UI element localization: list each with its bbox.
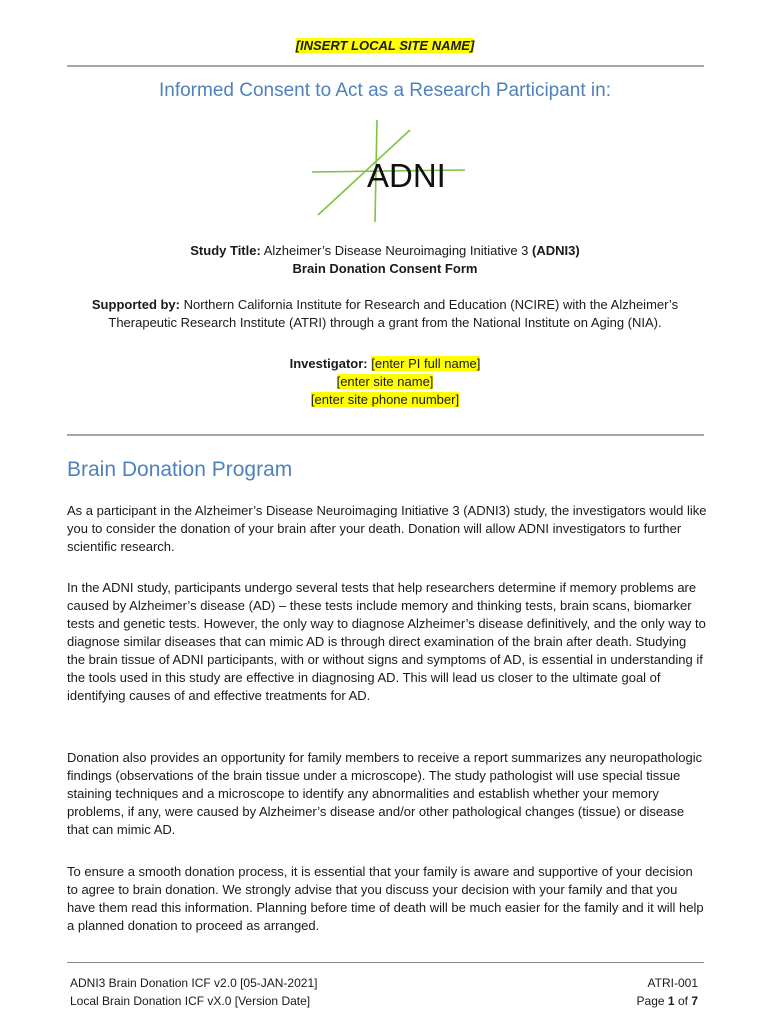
investigator-info <box>60 355 710 409</box>
body-paragraph: To ensure a smooth donation process, it is essential that your family is aware and supportive of your decision to agree to brain donation. We strongly advise that you discuss your decision with your family and that you have them read this information. Planning before time of death will be much easier for the family and it will help a planned donation to proceed as arranged. <box>67 864 704 933</box>
study-title-line <box>60 242 710 260</box>
footer-divider <box>67 962 704 963</box>
site-phone-placeholder: [enter site phone number] <box>310 392 460 407</box>
study-title-acronym: (ADNI3) <box>532 243 580 258</box>
body-paragraph: As a participant in the Alzheimer’s Disease Neuroimaging Initiative 3 (ADNI3) study, the investigators would like you to consider the donation of your brain after your death. Donation will allow ADNI investigators to further scientific research. <box>67 503 707 554</box>
consent-heading: Informed Consent to Act as a Research Participant in: <box>158 80 611 101</box>
support-label: Supported by: <box>91 297 180 312</box>
site-name-placeholder <box>0 38 770 53</box>
pi-name-placeholder: [enter PI full name] <box>371 356 481 371</box>
footer-local-version-line: Local Brain Donation ICF vX.0 [Version Date] <box>70 994 311 1008</box>
form-name: Brain Donation Consent Form <box>292 261 478 276</box>
support-statement <box>60 296 710 332</box>
study-title-value: Alzheimer’s Disease Neuroimaging Initiative 3 <box>263 243 529 258</box>
site-name-text: [INSERT LOCAL SITE NAME] <box>295 38 475 53</box>
top-divider <box>67 65 704 67</box>
section-divider <box>67 434 704 436</box>
site-name-field: [enter site name] <box>336 374 434 389</box>
study-title-label: Study Title: <box>190 243 261 258</box>
footer-version-info <box>70 974 317 1010</box>
footer-page-info <box>637 974 698 1010</box>
document-id: ATRI-001 <box>647 976 698 990</box>
body-paragraph: In the ADNI study, participants undergo several tests that help researchers determine if memory problems are caused by Alzheimer’s disease (AD) – these tests include memory and thinking tests, brain scans, biomarker tests and genetic tests. However, the only way to diagnose Alzheimer’s disease definitively, and the only way to diagnose similar diseases that can mimic AD is through direct examination of the brain after death. Studying the brain tissue of ADNI participants, with or without signs and symptoms of AD, is essential in understanding if the tools used in this study are effective in diagnosing AD. This will lead us closer to the ultimate goal of identifying causes of and effective treatments for AD. <box>67 580 706 703</box>
section-heading: Brain Donation Program <box>67 458 293 481</box>
study-info <box>60 242 710 278</box>
support-text: Northern California Institute for Research and Education (NCIRE) with the Alzheimer’s Therapeutic Research Institute (ATRI) through a grant from the National Institute on Aging (NIA). <box>108 297 679 330</box>
logo-wordmark: ADNI <box>367 157 446 194</box>
adni-logo <box>310 118 470 224</box>
footer-version-line: ADNI3 Brain Donation ICF v2.0 [05-JAN-2021] <box>70 976 318 990</box>
investigator-label: Investigator: <box>289 356 368 371</box>
page-number: Page 1 of 7 <box>636 994 698 1008</box>
body-paragraph: Donation also provides an opportunity for family members to receive a report summarizes any neuropathologic findings (observations of the brain tissue under a microscope). The study pathologist will use special tissue staining techniques and a microscope to identify any abnormalities and establish whether your memory problems, if any, were caused by Alzheimer’s disease and/or other pathological changes (tissue) or disease that can mimic AD. <box>67 750 703 837</box>
